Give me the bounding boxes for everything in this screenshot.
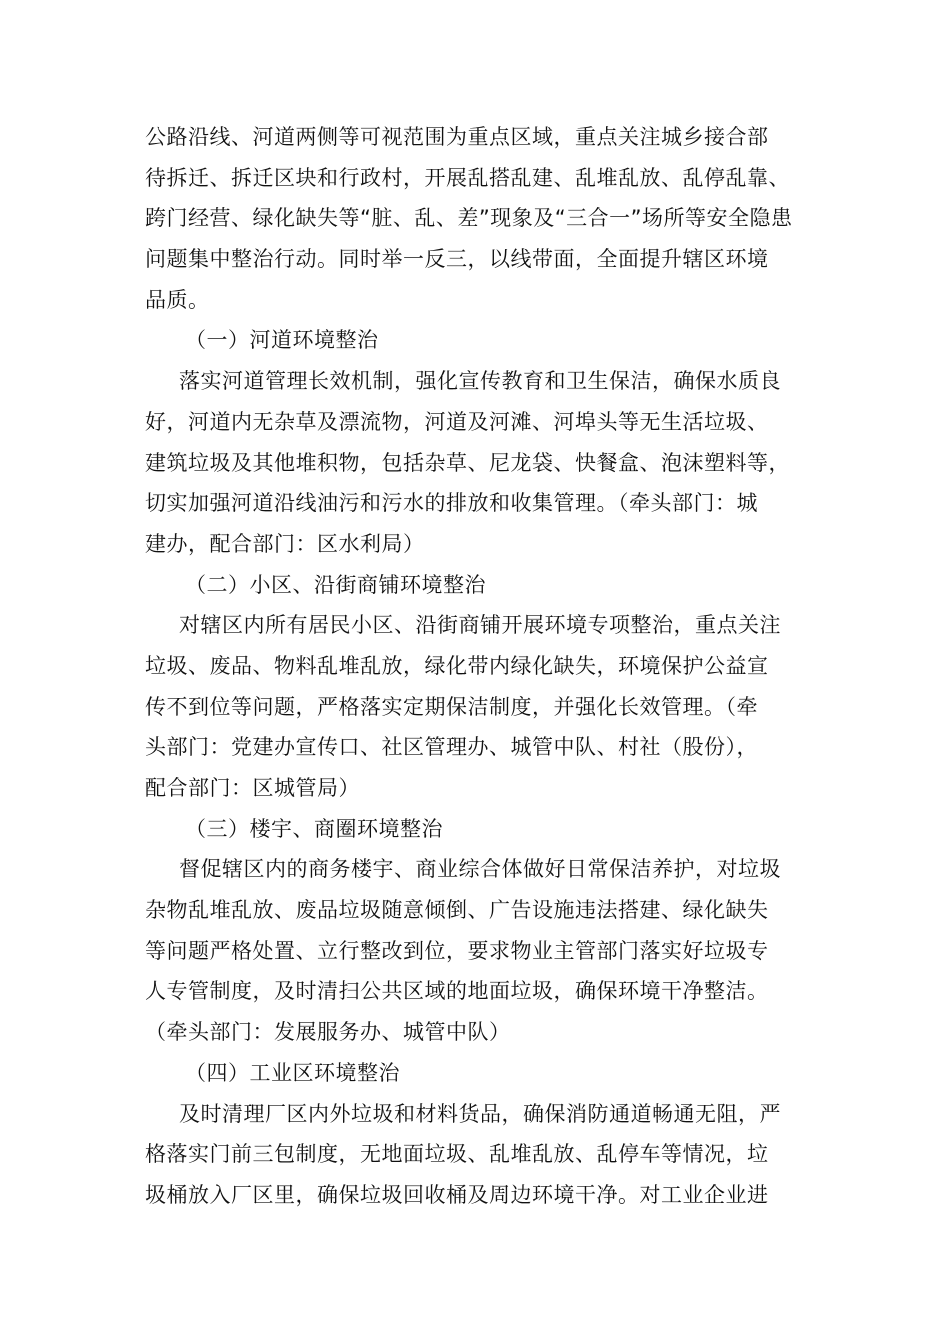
paragraph-first-line: 督促辖区内的商务楼宇、商业综合体做好日常保洁养护，对垃圾 (179, 857, 781, 882)
text-line: 圾桶放入厂区里，确保垃圾回收桶及周边环境干净。对工业企业进 (145, 1182, 769, 1207)
text-line: 建办，配合部门：区水利局） (145, 531, 425, 556)
text-line: 等问题严格处置、立行整改到位，要求物业主管部门落实好垃圾专 (145, 938, 769, 963)
text-line: 垃圾、废品、物料乱堆乱放，绿化带内绿化缺失，环境保护公益宣 (145, 653, 769, 678)
text-line: 问题集中整治行动。同时举一反三，以线带面，全面提升辖区环境 (145, 247, 769, 272)
text-line: 品质。 (145, 287, 210, 312)
section-heading-2: （二）小区、沿街商铺环境整治 (185, 572, 486, 597)
section-heading-3: （三）楼宇、商圈环境整治 (185, 816, 443, 841)
text-line: 人专管制度，及时清扫公共区域的地面垃圾，确保环境干净整洁。 (145, 979, 769, 1004)
text-line: 格落实门前三包制度，无地面垃圾、乱堆乱放、乱停车等情况，垃 (145, 1142, 769, 1167)
section-heading-1: （一）河道环境整治 (185, 328, 379, 353)
text-line: 好，河道内无杂草及漂流物，河道及河滩、河埠头等无生活垃圾、 (145, 409, 769, 434)
text-line: 配合部门：区城管局） (145, 776, 360, 800)
text-line: 公路沿线、河道两侧等可视范围为重点区域，重点关注城乡接合部 (145, 125, 769, 149)
text-line: 待拆迁、拆迁区块和行政村，开展乱搭乱建、乱堆乱放、乱停乱靠、 (145, 165, 790, 190)
text-line: 切实加强河道沿线油污和污水的排放和收集管理。（牵头部门：城 (145, 491, 758, 516)
text-line: 传不到位等问题，严格落实定期保洁制度，并强化长效管理。（牵 (145, 694, 758, 719)
paragraph-first-line: 对辖区内所有居民小区、沿街商铺开展环境专项整治，重点关注 (179, 613, 781, 638)
text-line: 建筑垃圾及其他堆积物，包括杂草、尼龙袋、快餐盒、泡沫塑料等， (145, 450, 790, 475)
text-line: 跨门经营、绿化缺失等“脏、乱、差”现象及“三合一”场所等安全隐患 (145, 206, 793, 231)
text-line: 头部门：党建办宣传口、社区管理办、城管中队、村社（股份）， (145, 735, 758, 760)
paragraph-first-line: 落实河道管理长效机制，强化宣传教育和卫生保洁，确保水质良 (179, 369, 781, 394)
paragraph-first-line: 及时清理厂区内外垃圾和材料货品，确保消防通道畅通无阻，严 (179, 1101, 781, 1126)
text-line: 杂物乱堆乱放、废品垃圾随意倾倒、广告设施违法搭建、绿化缺失 (145, 898, 769, 923)
document-body (145, 117, 835, 1216)
text-line: （牵头部门：发展服务办、城管中队） (145, 1020, 511, 1045)
section-heading-4: （四）工业区环境整治 (185, 1060, 400, 1085)
